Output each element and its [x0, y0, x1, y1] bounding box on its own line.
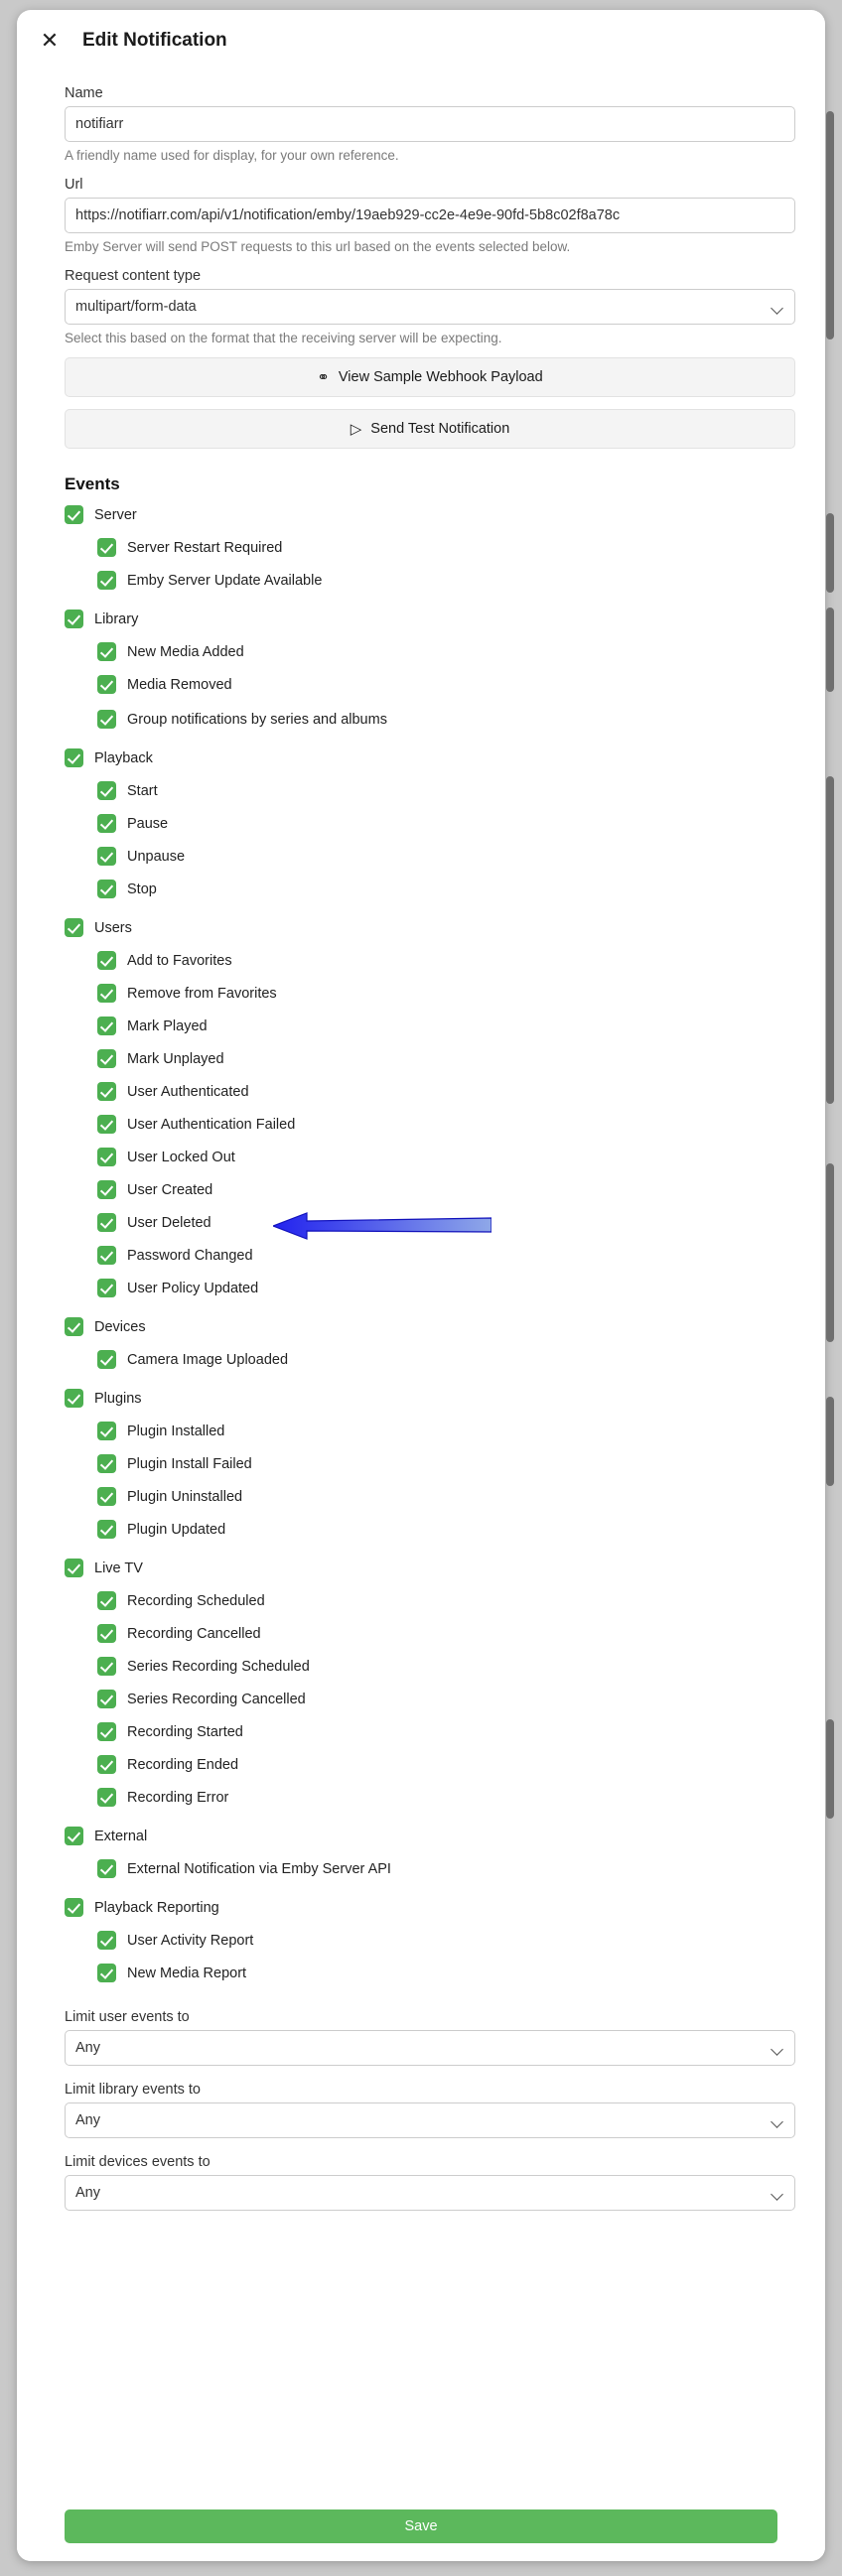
event-item-label: Emby Server Update Available — [127, 572, 323, 589]
checkbox-checked-icon[interactable] — [97, 1148, 116, 1166]
checkbox-checked-icon[interactable] — [97, 1279, 116, 1297]
event-item-row[interactable] — [97, 570, 795, 591]
event-item-label: Unpause — [127, 848, 186, 865]
checkbox-checked-icon[interactable] — [97, 1624, 116, 1643]
event-group-label: Live TV — [94, 1559, 143, 1576]
event-item-label: Camera Image Uploaded — [127, 1351, 289, 1368]
event-item-row[interactable] — [97, 1147, 795, 1167]
checkbox-checked-icon[interactable] — [97, 1180, 116, 1199]
checkbox-checked-icon[interactable] — [97, 1017, 116, 1035]
dialog-titlebar — [17, 10, 825, 71]
event-item-row[interactable] — [97, 1016, 795, 1036]
event-item-row[interactable] — [97, 1278, 795, 1298]
event-item-row[interactable] — [97, 1656, 795, 1677]
event-item-label: Plugin Installed — [127, 1423, 225, 1439]
checkbox-checked-icon[interactable] — [97, 710, 116, 729]
event-item-row[interactable] — [97, 1212, 795, 1233]
event-item-label: New Media Report — [127, 1965, 247, 1981]
checkbox-checked-icon[interactable] — [65, 1389, 83, 1408]
view-sample-webhook-payload-label: View Sample Webhook Payload — [338, 369, 543, 385]
event-group — [65, 1897, 795, 1983]
event-item-row[interactable] — [97, 1245, 795, 1266]
scrollbar-thumb-3[interactable] — [826, 608, 834, 692]
event-item-label: User Activity Report — [127, 1932, 254, 1949]
event-group-row[interactable] — [65, 1316, 795, 1337]
event-group-label: Devices — [94, 1318, 146, 1335]
checkbox-checked-icon[interactable] — [97, 1454, 116, 1473]
event-item-label: Server Restart Required — [127, 539, 283, 556]
event-item-label: Plugin Uninstalled — [127, 1488, 243, 1505]
checkbox-checked-icon[interactable] — [97, 1049, 116, 1068]
event-item-label: User Locked Out — [127, 1149, 235, 1165]
scrollbar[interactable] — [826, 71, 834, 2454]
event-item-row[interactable] — [97, 1048, 795, 1069]
checkbox-checked-icon[interactable] — [65, 1559, 83, 1577]
event-item-label: Recording Cancelled — [127, 1625, 261, 1642]
checkbox-checked-icon[interactable] — [97, 1931, 116, 1950]
checkbox-checked-icon[interactable] — [97, 781, 116, 800]
event-item-label: User Authentication Failed — [127, 1116, 296, 1133]
event-group — [65, 1826, 795, 1879]
limits-section — [65, 2009, 795, 2211]
limit-select[interactable] — [65, 2030, 795, 2066]
name-input[interactable] — [65, 106, 795, 142]
event-group-row[interactable] — [65, 1897, 795, 1918]
event-item-row[interactable] — [97, 1519, 795, 1540]
name-helper: A friendly name used for display, for your own reference. — [65, 148, 399, 163]
event-group-label: Library — [94, 610, 139, 627]
checkbox-checked-icon[interactable] — [97, 984, 116, 1003]
scrollbar-thumb-7[interactable] — [826, 1719, 834, 1819]
events-list — [65, 504, 795, 1983]
event-group-label: Plugins — [94, 1390, 142, 1407]
event-item-label: Series Recording Scheduled — [127, 1658, 310, 1675]
checkbox-checked-icon[interactable] — [97, 1859, 116, 1878]
limit-select-wrap — [65, 2175, 795, 2211]
view-sample-webhook-payload-button[interactable] — [65, 357, 795, 397]
event-group — [65, 609, 795, 730]
content-type-label: Request content type — [65, 268, 202, 284]
url-input[interactable] — [65, 198, 795, 233]
checkbox-checked-icon[interactable] — [97, 1788, 116, 1807]
event-item-label: External Notification via Emby Server API — [127, 1860, 391, 1877]
event-item-row[interactable] — [97, 1930, 795, 1951]
checkbox-checked-icon[interactable] — [97, 1690, 116, 1708]
limit-label: Limit library events to — [65, 2082, 201, 2098]
checkbox-checked-icon[interactable] — [65, 918, 83, 937]
close-icon[interactable]: ✕ — [35, 26, 65, 56]
checkbox-checked-icon[interactable] — [97, 1350, 116, 1369]
content-type-select[interactable] — [65, 289, 795, 325]
dialog-title: Edit Notification — [82, 30, 227, 51]
checkbox-checked-icon[interactable] — [97, 880, 116, 898]
event-item-row[interactable] — [97, 1081, 795, 1102]
checkbox-checked-icon[interactable] — [65, 748, 83, 767]
url-label: Url — [65, 177, 83, 193]
event-item-row[interactable] — [97, 1623, 795, 1644]
checkbox-checked-icon[interactable] — [97, 847, 116, 866]
event-group-row[interactable] — [65, 917, 795, 938]
event-item-row[interactable] — [97, 950, 795, 971]
checkbox-checked-icon[interactable] — [97, 1082, 116, 1101]
event-group — [65, 1558, 795, 1808]
event-item-row[interactable] — [97, 674, 795, 695]
checkbox-checked-icon[interactable] — [97, 814, 116, 833]
checkbox-checked-icon[interactable] — [97, 642, 116, 661]
limit-select[interactable] — [65, 2102, 795, 2138]
event-item-row[interactable] — [97, 1963, 795, 1983]
event-item-label: Series Recording Cancelled — [127, 1691, 306, 1707]
url-helper: Emby Server will send POST requests to this url based on the events selected below. — [65, 239, 571, 254]
event-item-label: User Policy Updated — [127, 1280, 259, 1296]
checkbox-checked-icon[interactable] — [97, 1520, 116, 1539]
event-group — [65, 917, 795, 1298]
checkbox-checked-icon[interactable] — [97, 1591, 116, 1610]
limit-label: Limit devices events to — [65, 2154, 210, 2170]
limit-select-wrap — [65, 2030, 795, 2066]
checkbox-checked-icon[interactable] — [97, 1422, 116, 1440]
limit-select[interactable] — [65, 2175, 795, 2211]
save-bar — [17, 2496, 825, 2561]
event-item-row[interactable] — [97, 1721, 795, 1742]
event-group-row[interactable] — [65, 609, 795, 629]
event-group — [65, 504, 795, 591]
checkbox-checked-icon[interactable] — [97, 1964, 116, 1982]
event-group — [65, 747, 795, 899]
event-item-label: User Created — [127, 1181, 213, 1198]
scrollbar-thumb-4[interactable] — [826, 776, 834, 1104]
event-item-row[interactable] — [97, 879, 795, 899]
checkbox-checked-icon[interactable] — [65, 610, 83, 628]
event-group-label: Playback — [94, 749, 153, 766]
event-group-row[interactable] — [65, 504, 795, 525]
checkbox-checked-icon[interactable] — [97, 538, 116, 557]
event-item-row[interactable] — [97, 780, 795, 801]
event-item-label: Stop — [127, 881, 157, 897]
event-item-label: Plugin Updated — [127, 1521, 226, 1538]
event-item-label: Remove from Favorites — [127, 985, 277, 1002]
event-group-label: Playback Reporting — [94, 1899, 219, 1916]
limit-select-wrap — [65, 2102, 795, 2138]
event-group-label: Server — [94, 506, 137, 523]
event-item-label: User Deleted — [127, 1214, 211, 1231]
event-item-label: Add to Favorites — [127, 952, 232, 969]
event-group-label: External — [94, 1828, 148, 1844]
checkbox-checked-icon[interactable] — [97, 1722, 116, 1741]
event-group-row[interactable] — [65, 747, 795, 768]
event-group-row[interactable] — [65, 1558, 795, 1578]
event-item-row[interactable] — [97, 1179, 795, 1200]
scrollbar-thumb-5[interactable] — [826, 1163, 834, 1342]
event-item-row[interactable] — [97, 1787, 795, 1808]
checkbox-checked-icon[interactable] — [97, 1246, 116, 1265]
event-item-label: Mark Played — [127, 1017, 208, 1034]
checkbox-checked-icon[interactable] — [97, 1115, 116, 1134]
content-type-select-wrap — [65, 289, 795, 325]
event-item-label: Recording Started — [127, 1723, 243, 1740]
event-item-row[interactable] — [97, 1590, 795, 1611]
edit-notification-dialog — [17, 10, 825, 2561]
play-icon: ▷ — [350, 421, 362, 438]
scrollbar-thumb-6[interactable] — [826, 1397, 834, 1486]
event-item-label: New Media Added — [127, 643, 244, 660]
send-test-notification-button[interactable] — [65, 409, 795, 449]
event-item-row[interactable] — [97, 537, 795, 558]
checkbox-checked-icon[interactable] — [97, 1657, 116, 1676]
event-item-row[interactable] — [97, 846, 795, 867]
event-group-label: Users — [94, 919, 132, 936]
event-item-row[interactable] — [97, 1349, 795, 1370]
event-item-row[interactable] — [97, 641, 795, 662]
event-item-label: Recording Error — [127, 1789, 229, 1806]
event-group — [65, 1316, 795, 1370]
content-type-helper: Select this based on the format that the receiving server will be expecting. — [65, 331, 502, 345]
event-item-label: Start — [127, 782, 158, 799]
event-group — [65, 1388, 795, 1540]
dialog-body — [17, 85, 825, 2561]
event-item-row[interactable] — [97, 1453, 795, 1474]
event-item-row[interactable] — [97, 1754, 795, 1775]
event-item-row[interactable] — [97, 813, 795, 834]
event-item-label: Pause — [127, 815, 169, 832]
checkbox-checked-icon[interactable] — [65, 1827, 83, 1845]
event-item-row[interactable] — [97, 709, 795, 730]
event-item-row[interactable] — [97, 1689, 795, 1709]
save-button[interactable]: Save — [65, 2509, 777, 2543]
send-test-notification-label: Send Test Notification — [370, 421, 510, 437]
event-item-label: Mark Unplayed — [127, 1050, 224, 1067]
event-item-row[interactable] — [97, 1114, 795, 1135]
checkbox-checked-icon[interactable] — [65, 1898, 83, 1917]
scrollbar-thumb-1[interactable] — [826, 111, 834, 339]
scrollbar-thumb-2[interactable] — [826, 513, 834, 593]
limit-label: Limit user events to — [65, 2009, 190, 2025]
event-item-row[interactable] — [97, 1486, 795, 1507]
checkbox-checked-icon[interactable] — [97, 675, 116, 694]
event-item-label: Password Changed — [127, 1247, 253, 1264]
event-item-row[interactable] — [97, 983, 795, 1004]
event-item-label: User Authenticated — [127, 1083, 249, 1100]
event-item-row[interactable] — [97, 1421, 795, 1441]
event-group-row[interactable] — [65, 1388, 795, 1409]
event-item-row[interactable] — [97, 1858, 795, 1879]
event-item-label: Plugin Install Failed — [127, 1455, 252, 1472]
checkbox-checked-icon[interactable] — [97, 1755, 116, 1774]
event-item-label: Recording Ended — [127, 1756, 239, 1773]
checkbox-checked-icon[interactable] — [97, 1487, 116, 1506]
event-item-label: Group notifications by series and albums — [127, 711, 387, 728]
webhook-icon: ⚭ — [317, 369, 330, 386]
event-group-row[interactable] — [65, 1826, 795, 1846]
name-label: Name — [65, 85, 103, 101]
events-heading: Events — [65, 475, 120, 493]
checkbox-checked-icon[interactable] — [65, 505, 83, 524]
event-item-label: Media Removed — [127, 676, 232, 693]
checkbox-checked-icon[interactable] — [97, 571, 116, 590]
checkbox-checked-icon[interactable] — [65, 1317, 83, 1336]
checkbox-checked-icon[interactable] — [97, 951, 116, 970]
event-item-label: Recording Scheduled — [127, 1592, 265, 1609]
checkbox-checked-icon[interactable] — [97, 1213, 116, 1232]
